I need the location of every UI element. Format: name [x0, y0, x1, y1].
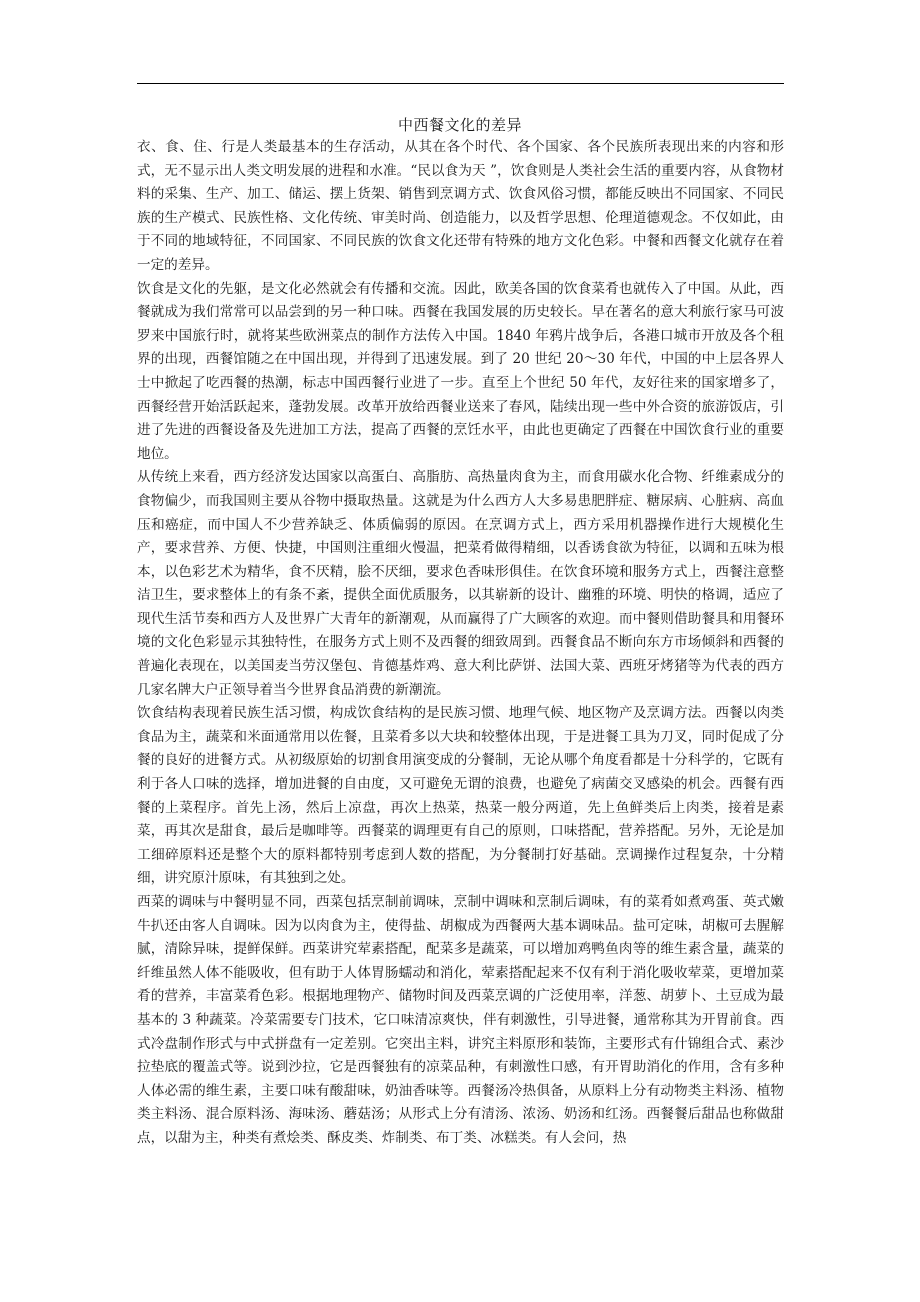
paragraph: 西菜的调味与中餐明显不同，西菜包括烹制前调味，烹制中调味和烹制后调味，有的菜肴如煮鸡蛋、英式嫩牛扒还由客人自调味。因为以肉食为主，使得盐、胡椒成为西餐两大基本调味品。盐可定味，胡椒可去腥解腻，清除异味，提鲜保鲜。西菜讲究荤素搭配，配菜多是蔬菜，可以增加鸡鸭鱼肉等的维生素含量，蔬菜的纤维虽然人体不能吸收，但有助于人体胃肠蠕动和消化，荤素搭配起来不仅有利于消化吸收荤菜，更增加菜肴的营养，丰富菜肴色彩。根据地理物产、储物时间及西菜烹调的广泛使用率，洋葱、胡萝卜、土豆成为最基本的 3 种蔬菜。冷菜需要专门技术，它口味清凉爽快，伴有刺激性，引导进餐，通常称其为开胃前食。西式冷盘制作形式与中式拼盘有一定差别。它突出主料，讲究主料原形和装饰，主要形式有什锦组合式、素沙拉垫底的覆盖式等。说到沙拉，它是西餐独有的凉菜品种，有刺激性口感，有开胃助消化的作用，含有多种人体必需的维生素，主要口味有酸甜味，奶油香味等。西餐汤冷热俱备，从原料上分有动物类主料汤、植物类主料汤、混合原料汤、海味汤、蘑菇汤；从形式上分有清汤、浓汤、奶汤和红汤。西餐餐后甜品也称做甜点，以甜为主，种类有煮烩类、酥皮类、炸制类、布丁类、冰糕类。有人会问，热: [137, 894, 784, 1146]
header-rule: [137, 83, 784, 84]
paragraph: 衣、食、住、行是人类最基本的生存活动，从其在各个时代、各个国家、各个民族所表现出来的内容和形式，无不显示出人类文明发展的进程和水准。“民以食为天 ”，饮食则是人类社会生活的重要内容，从食物材料的采集、生产、加工、储运、摆上货架、销售到烹调方式、饮食风俗习惯，都能反映出不同国家、不同民族的生产模式、民族性格、文化传统、审美时尚、创造能力，以及哲学思想、伦理道德观念。不仅如此，由于不同的地域特征，不同国家、不同民族的饮食文化还带有特殊的地方文化色彩。中餐和西餐文化就存在着一定的差异。: [137, 139, 784, 273]
paragraph: 饮食是文化的先躯，是文化必然就会有传播和交流。因此，欧美各国的饮食菜肴也就传入了中国。从此，西餐就成为我们常常可以品尝到的另一种口味。西餐在我国发展的历史较长。早在著名的意大利旅行家马可波罗来中国旅行时，就将某些欧洲菜点的制作方法传入中国。1840 年鸦片战争后，各港口城市开放及各个租界的出现，西餐馆随之在中国出现，并得到了迅速发展。到了 20 世纪 20～30 年代，中国的中上层各界人士中掀起了吃西餐的热潮，标志中国西餐行业进了一步。直至上个世纪 50 年代，友好往来的国家增多了，西餐经营开始活跃起来，蓬勃发展。改革开放给西餐业送来了春风，陆续出现一些中外合资的旅游饭店，引进了先进的西餐设备及先进加工方法，提高了西餐的烹饪水平，由此也更确定了西餐在中国饮食行业的重要地位。: [137, 280, 784, 462]
paragraph: 从传统上来看，西方经济发达国家以高蛋白、高脂肪、高热量肉食为主，而食用碳水化合物、纤维素成分的食物偏少，而我国则主要从谷物中摄取热量。这就是为什么西方人大多易患肥胖症、糖尿病、心脏病、高血压和癌症，而中国人不少营养缺乏、体质偏弱的原因。在烹调方式上，西方采用机器操作进行大规模化生产，要求营养、方便、快捷，中国则注重细火慢温，把菜肴做得精细，以香诱食欲为特征，以调和五味为根本，以色彩艺术为精华，食不厌精，脍不厌细，要求色香味形俱佳。在饮食环境和服务方式上，西餐注意整洁卫生，要求整体上的有条不紊，提供全面优质服务，以其崭新的设计、幽雅的环境、明快的格调，适应了现代生活节奏和西方人及世界广大青年的新潮观，从而赢得了广大顾客的欢迎。而中餐则借助餐具和用餐环境的文化色彩显示其独特性，在服务方式上则不及西餐的细致周到。西餐食品不断向东方市场倾斜和西餐的普遍化表现在，以美国麦当劳汉堡包、肯德基炸鸡、意大利比萨饼、法国大菜、西班牙烤猪等为代表的西方几家名牌大户正领导着当今世界食品消费的新潮流。: [137, 469, 784, 698]
paragraph: 饮食结构表现着民族生活习惯，构成饮食结构的是民族习惯、地理气候、地区物产及烹调方法。西餐以肉类食品为主，蔬菜和米面通常用以佐餐，且菜肴多以大块和较整体出现，于是进餐工具为刀叉，同时促成了分餐的良好的进餐方式。从初级原始的切割食用演变成的分餐制，无论从哪个角度看都是十分科学的，它既有利于各人口味的选择，增加进餐的自由度，又可避免无谓的浪费，也避免了病菌交叉感染的机会。西餐有西餐的上菜程序。首先上汤，然后上凉盘，再次上热菜，热菜一般分两道，先上鱼鲜类后上肉类，接着是素菜，再其次是甜食，最后是咖啡等。西餐菜的调理更有自己的原则，口味搭配，营养搭配。另外，无论是加工细碎原料还是整个大的原料都特别考虑到人数的搭配，为分餐制打好基础。烹调操作过程复杂，十分精细，讲究原汁原味，有其独到之处。: [137, 705, 784, 887]
document-title: 中西餐文化的差异: [397, 116, 522, 134]
document-body: [137, 136, 784, 1151]
